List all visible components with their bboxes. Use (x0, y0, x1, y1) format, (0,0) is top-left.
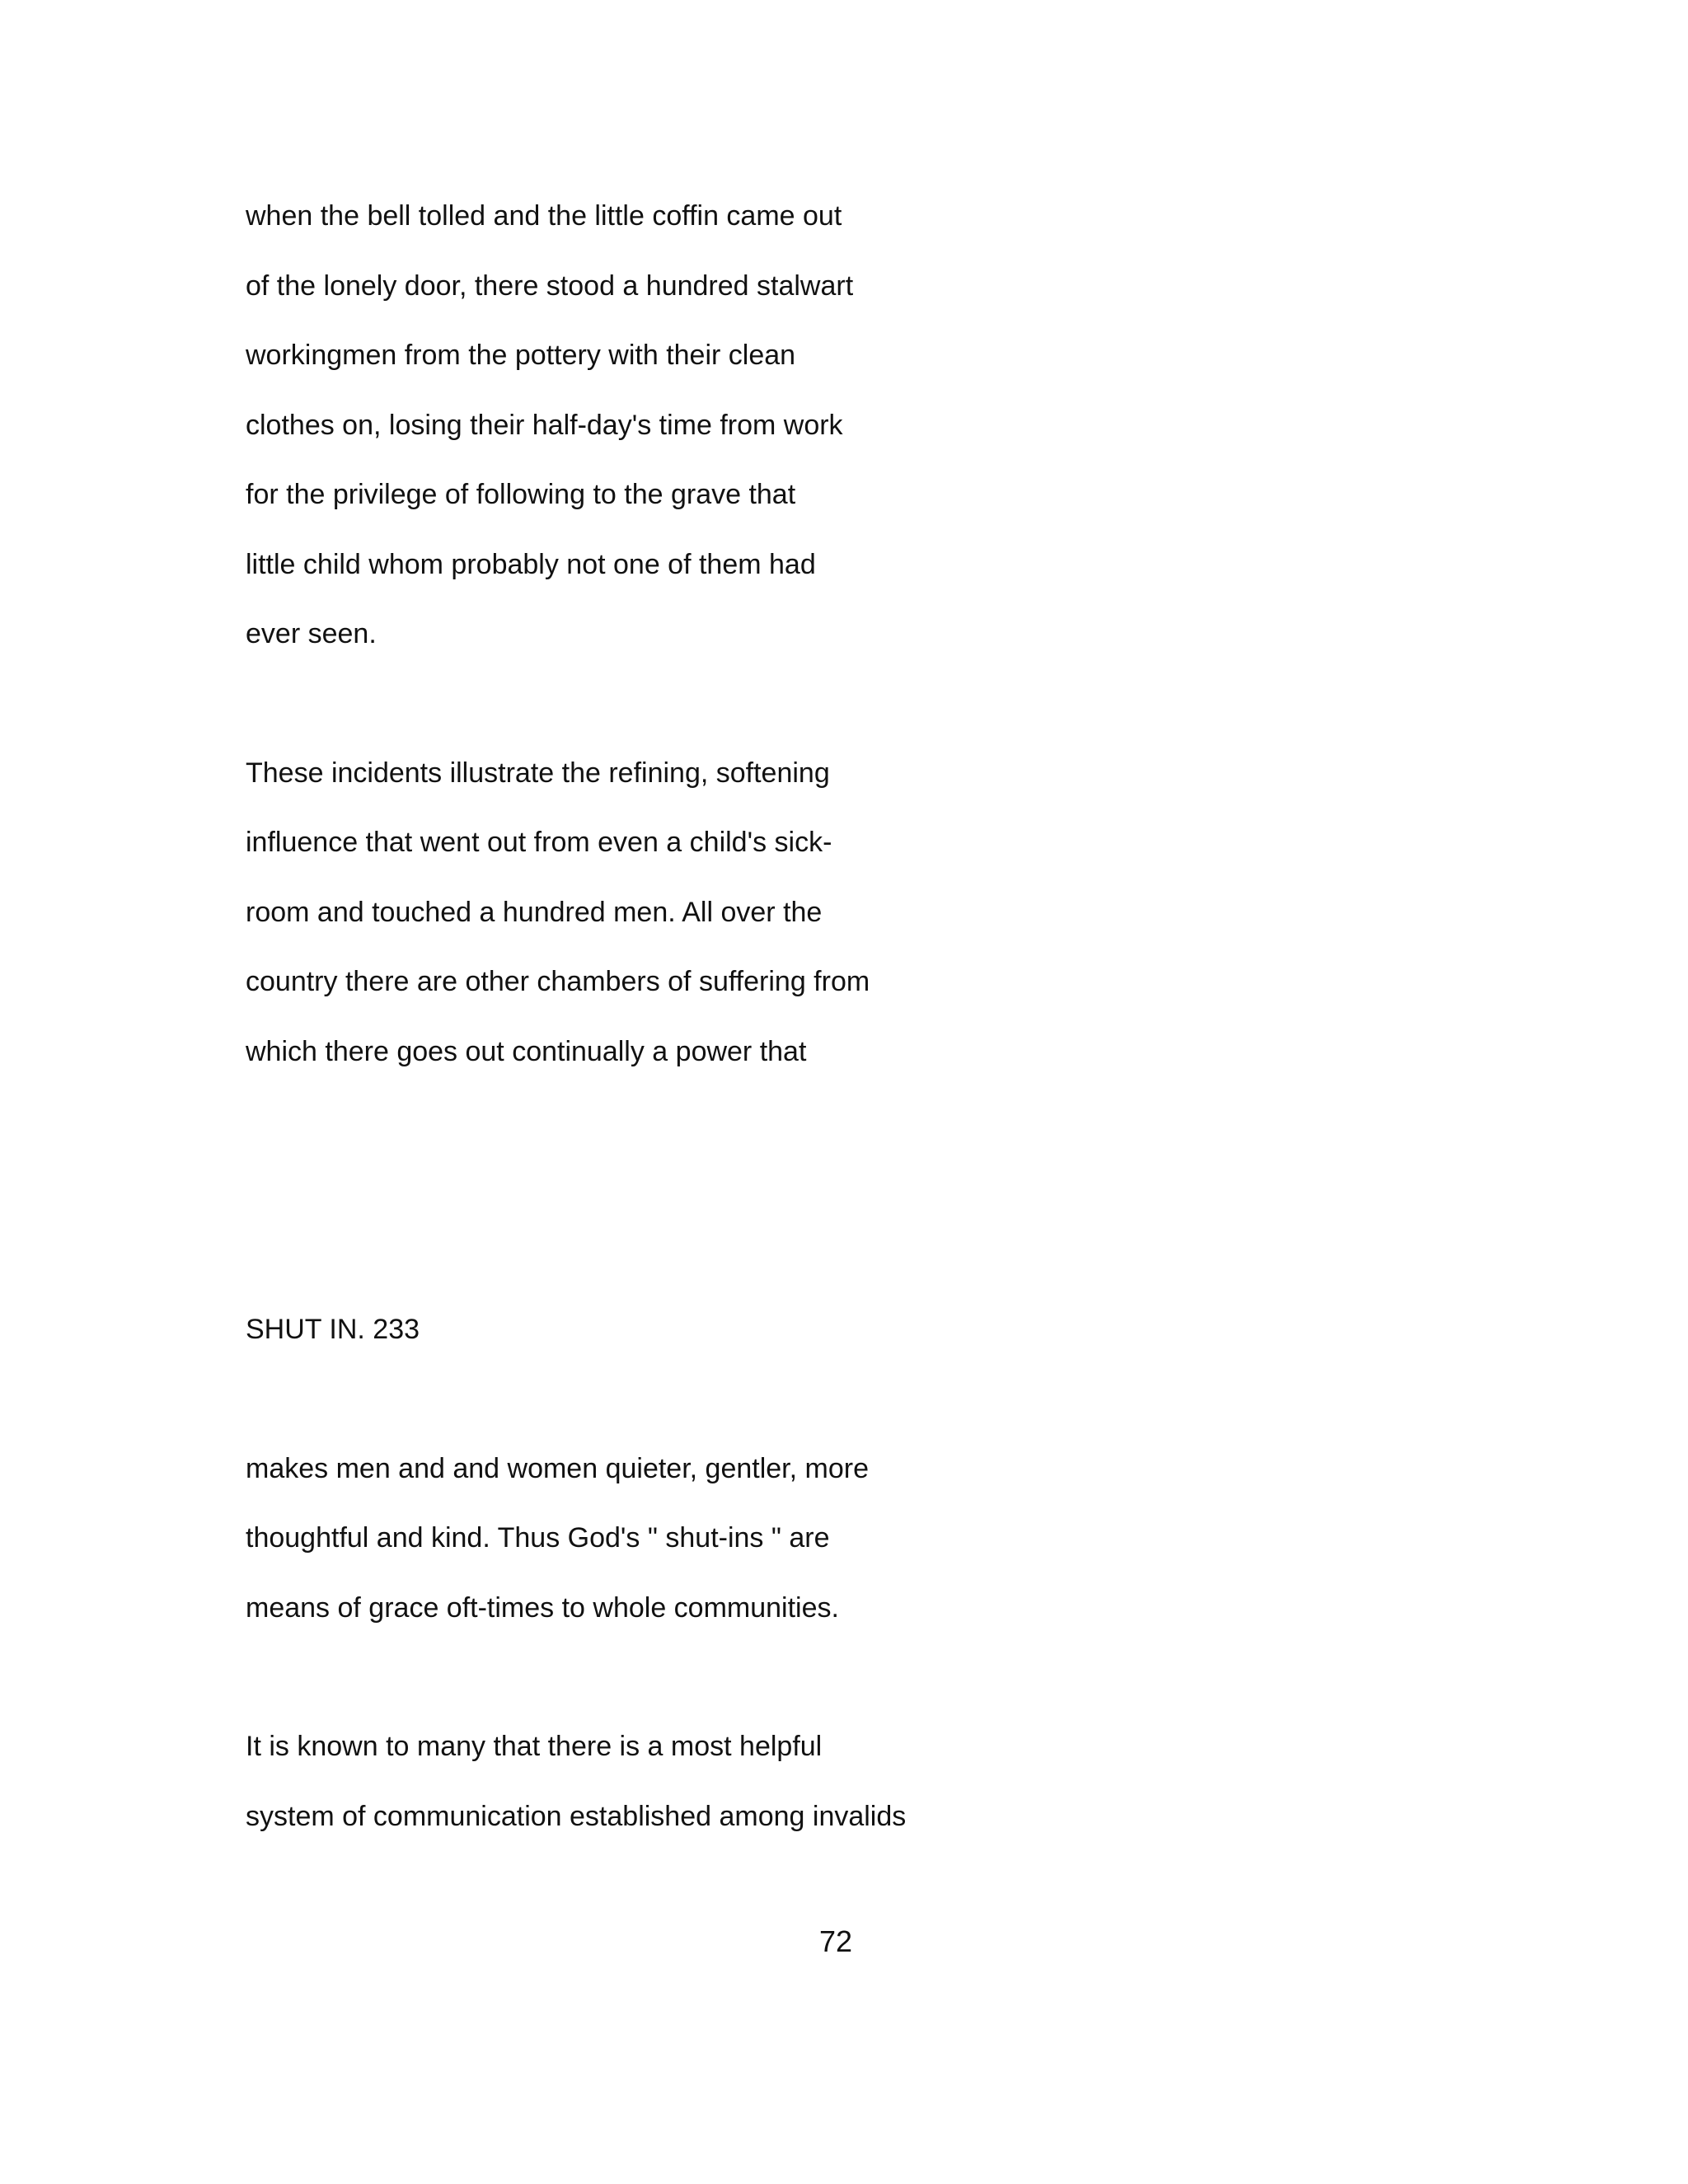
text-line: little child whom probably not one of them had (246, 549, 816, 580)
running-header: SHUT IN. 233 (246, 1314, 420, 1345)
text-line: It is known to many that there is a most helpful (246, 1731, 823, 1762)
text-line: influence that went out from even a child's sick- (246, 827, 832, 858)
text-line: workingmen from the pottery with their clean (246, 340, 796, 371)
text-line: These incidents illustrate the refining, softening (246, 757, 830, 789)
text-line: makes men and and women quieter, gentler, more (246, 1453, 869, 1484)
text-line: system of communication established among invalids (246, 1801, 907, 1832)
text-line: which there goes out continually a power that (246, 1036, 807, 1067)
page-number: 72 (818, 1924, 853, 1958)
text-line: when the bell tolled and the little coffin came out (246, 200, 842, 232)
text-line: country there are other chambers of suffering from (246, 966, 870, 997)
text-line: of the lonely door, there stood a hundred stalwart (246, 270, 854, 302)
text-line: room and touched a hundred men. All over the (246, 897, 823, 928)
text-line: means of grace oft-times to whole communities. (246, 1592, 839, 1624)
text-line: clothes on, losing their half-day's time from work (246, 410, 843, 441)
text-line: for the privilege of following to the grave that (246, 479, 796, 510)
text-line: thoughtful and kind. Thus God's " shut-ins " are (246, 1522, 830, 1554)
text-line: ever seen. (246, 618, 377, 649)
